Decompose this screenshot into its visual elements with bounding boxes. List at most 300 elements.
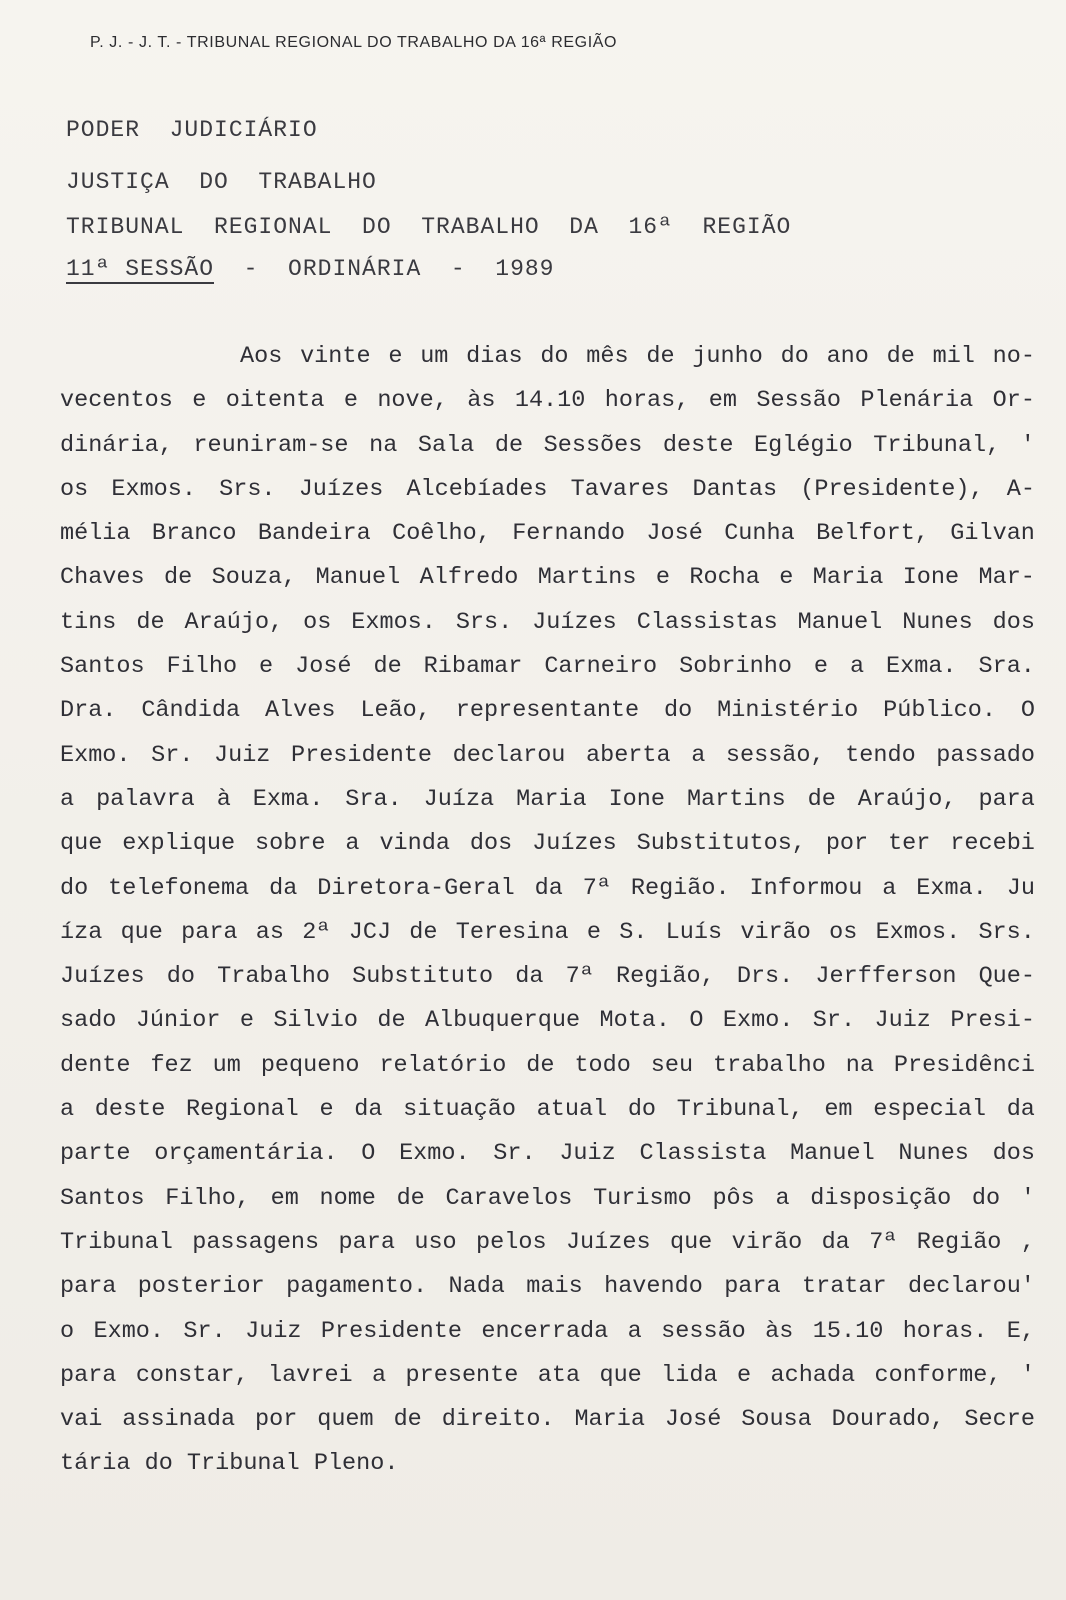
body-word: Juízes xyxy=(532,608,617,636)
body-word: ano xyxy=(826,343,869,370)
body-word: mil xyxy=(932,343,975,370)
body-word: presente xyxy=(405,1361,519,1389)
body-word: José xyxy=(646,520,703,548)
body-word: Sr. xyxy=(493,1140,536,1168)
body-word: sessão xyxy=(661,1317,746,1345)
body-line xyxy=(60,962,1035,1006)
body-word: Sousa xyxy=(741,1406,812,1434)
body-word: da xyxy=(515,963,544,991)
body-word: Eglégio xyxy=(754,431,853,459)
body-word: a xyxy=(372,1361,387,1389)
body-word: Exmo. xyxy=(60,741,131,769)
body-word: Jerfferson xyxy=(815,963,957,991)
body-word: assinada xyxy=(122,1406,236,1434)
body-word: horas. xyxy=(902,1317,988,1345)
body-word: Sessões xyxy=(543,431,643,459)
body-word: situação xyxy=(403,1096,516,1124)
body-word: posterior xyxy=(137,1273,265,1301)
body-word: Classista xyxy=(639,1140,767,1168)
body-word: Tavares xyxy=(570,475,670,503)
body-word: Souza, xyxy=(211,564,297,592)
body-word: mês xyxy=(586,343,629,370)
body-word: Santos xyxy=(60,1184,145,1212)
body-line xyxy=(60,1006,1035,1050)
body-word: vinte xyxy=(300,343,371,370)
body-word: da xyxy=(1006,1096,1035,1124)
body-word: lida xyxy=(661,1361,718,1389)
body-word: constar, xyxy=(135,1361,249,1389)
body-word: para xyxy=(724,1273,781,1301)
body-word: Exmos. xyxy=(875,918,961,946)
body-word: a xyxy=(60,785,75,813)
body-word: de xyxy=(526,1051,555,1079)
body-word: Rocha xyxy=(689,564,760,592)
body-word: achada xyxy=(770,1361,856,1389)
body-word: Maria xyxy=(574,1406,645,1434)
body-word: junho xyxy=(692,343,763,370)
body-word: o xyxy=(60,1317,75,1345)
body-word: Classistas xyxy=(636,608,778,636)
body-word: Exmos. xyxy=(351,608,436,636)
body-word: as xyxy=(255,918,285,946)
body-word: quem xyxy=(317,1406,374,1434)
body-word: 15.10 xyxy=(812,1317,884,1345)
body-word: Manuel xyxy=(315,564,401,592)
body-word: que xyxy=(60,830,103,858)
body-word: Coêlho, xyxy=(392,520,491,548)
body-word: orçamentária. xyxy=(154,1140,338,1168)
body-word: de xyxy=(396,1184,425,1212)
body-word: do xyxy=(627,1096,657,1124)
body-line xyxy=(60,608,1035,652)
body-word: Júnior xyxy=(135,1007,221,1035)
body-word: tratar xyxy=(801,1273,887,1301)
body-word: Belfort, xyxy=(816,520,929,548)
body-word: Martins xyxy=(537,564,637,592)
body-line xyxy=(60,918,1035,962)
body-word: lavrei xyxy=(268,1361,353,1389)
body-word: O xyxy=(361,1140,376,1168)
body-word: Manuel xyxy=(797,608,883,636)
body-word: Presidente xyxy=(290,741,433,769)
body-line xyxy=(60,874,1035,918)
body-word: tins xyxy=(60,608,117,636)
body-word: A- xyxy=(1006,475,1035,503)
body-word: Público. xyxy=(883,697,996,725)
session-number: 11ª SESSÃO xyxy=(66,256,215,282)
body-word: e xyxy=(586,918,601,946)
body-word: dinária, xyxy=(60,431,173,459)
body-word: Mar- xyxy=(978,564,1035,592)
body-word: e xyxy=(388,343,403,370)
body-word: Sr. xyxy=(812,1007,856,1035)
body-word: Alfredo xyxy=(419,564,519,592)
body-word: virão xyxy=(740,918,811,946)
body-word: passado xyxy=(936,741,1035,769)
body-line xyxy=(60,475,1035,519)
body-word: Filho, xyxy=(165,1184,250,1212)
body-word: horas, xyxy=(604,387,690,415)
body-word: para xyxy=(60,1361,117,1389)
body-word: Cunha xyxy=(724,520,795,548)
body-word: Manuel xyxy=(790,1140,875,1168)
body-word: Ione xyxy=(902,564,960,592)
body-word: Nunes xyxy=(902,608,973,636)
body-word: Juízes xyxy=(298,475,384,503)
body-word: e xyxy=(259,653,274,681)
body-word: Fernando xyxy=(512,520,626,548)
body-word: Juízes xyxy=(60,963,145,991)
body-word: Chaves xyxy=(60,564,145,592)
body-word: Sala xyxy=(417,431,475,459)
session-type-year: - ORDINÁRIA - 1989 xyxy=(214,256,555,282)
body-word: Turismo xyxy=(593,1184,692,1212)
body-word: Caravelos xyxy=(445,1184,573,1212)
body-word: 2ª xyxy=(302,918,331,946)
body-word: nome xyxy=(319,1184,376,1212)
body-line xyxy=(60,829,1035,873)
body-word: em xyxy=(824,1096,853,1124)
body-word: E, xyxy=(1006,1317,1035,1345)
body-word: Filho xyxy=(166,653,238,681)
body-line xyxy=(60,1139,1035,1183)
body-word: do xyxy=(60,874,89,902)
body-word: palavra xyxy=(96,785,195,813)
body-word: de xyxy=(409,918,438,946)
body-word: de xyxy=(807,785,836,813)
body-word: de xyxy=(393,1406,422,1434)
body-word: Nunes xyxy=(898,1140,969,1168)
body-line xyxy=(60,741,1035,785)
body-word: um xyxy=(420,343,449,370)
body-word: atual xyxy=(536,1096,608,1124)
body-word: reuniram-se xyxy=(193,431,349,459)
body-word: para xyxy=(181,918,238,946)
body-word: especial xyxy=(873,1096,987,1124)
body-word: por xyxy=(825,830,869,858)
body-word: Presi- xyxy=(950,1007,1035,1035)
body-line xyxy=(60,519,1035,563)
body-word: ' xyxy=(1020,431,1035,459)
body-word: Maria xyxy=(812,564,884,592)
body-word: Tribunal xyxy=(60,1228,173,1256)
heading-tribunal-regional: TRIBUNAL REGIONAL DO TRABALHO DA 16ª REGIÃO xyxy=(66,214,792,240)
body-line xyxy=(60,1228,1035,1272)
body-word: Drs. xyxy=(736,963,794,991)
body-word: conforme, xyxy=(874,1361,1002,1389)
body-word: encerrada xyxy=(481,1317,609,1345)
body-word: 14.10 xyxy=(514,387,586,415)
body-word: pequeno xyxy=(260,1051,360,1079)
minutes-body xyxy=(60,342,1035,1494)
body-word: de xyxy=(886,343,915,370)
body-word: para xyxy=(60,1273,117,1301)
body-word: na xyxy=(845,1051,874,1079)
body-line xyxy=(60,696,1035,740)
body-word: Presidênci xyxy=(893,1051,1035,1079)
body-word: Diretora-Geral xyxy=(317,874,515,902)
body-word: direito. xyxy=(441,1406,555,1434)
body-word: e xyxy=(192,387,207,415)
body-word: Alcebíades xyxy=(406,475,548,503)
body-word: um xyxy=(212,1051,241,1079)
body-word: Região. xyxy=(630,874,730,902)
body-word: e xyxy=(655,564,670,592)
body-word: pagamento. xyxy=(286,1273,428,1301)
body-word: JCJ xyxy=(348,918,392,946)
body-word: Exma. xyxy=(916,874,987,902)
body-word: relatório xyxy=(379,1051,507,1079)
body-word: íza xyxy=(60,918,103,946)
body-word: na xyxy=(369,431,398,459)
body-word: da xyxy=(354,1096,383,1124)
body-line xyxy=(60,652,1035,696)
body-line xyxy=(60,1405,1035,1449)
body-word: Ministério xyxy=(717,697,859,725)
body-word: Mota. xyxy=(599,1007,670,1035)
body-word: ' xyxy=(1020,1361,1035,1389)
body-word: ' xyxy=(1020,1184,1035,1212)
body-word: a xyxy=(691,741,706,769)
body-word: vinda xyxy=(379,830,450,858)
body-word: pelos xyxy=(476,1228,547,1256)
body-word: Or- xyxy=(992,387,1035,415)
body-line xyxy=(60,563,1035,607)
body-word: a xyxy=(775,1184,790,1212)
body-word: O xyxy=(1020,697,1035,725)
body-word: dos xyxy=(992,608,1035,636)
body-word: 7ª xyxy=(582,874,611,902)
body-word: que xyxy=(120,918,163,946)
body-word: declarou' xyxy=(907,1273,1035,1301)
body-word: do xyxy=(166,963,195,991)
body-word: de xyxy=(377,1007,406,1035)
heading-poder-judiciario: PODER JUDICIÁRIO xyxy=(66,117,318,143)
body-word: passagens xyxy=(192,1228,320,1256)
body-word: oitenta xyxy=(225,387,325,415)
body-word: Juíza xyxy=(423,785,495,813)
body-word: Plenária xyxy=(860,387,974,415)
heading-session xyxy=(66,256,554,282)
body-word: que xyxy=(599,1361,642,1389)
body-word: Presidente xyxy=(320,1317,462,1345)
body-word: Araújo, xyxy=(184,608,284,636)
body-word: telefonema xyxy=(108,874,250,902)
body-word: declarou xyxy=(452,741,566,769)
body-word: Nada xyxy=(448,1273,505,1301)
body-word: Ione xyxy=(608,785,665,813)
body-word: parte xyxy=(60,1140,131,1168)
heading-justica-do-trabalho: JUSTIÇA DO TRABALHO xyxy=(66,169,377,195)
body-word: fez xyxy=(150,1051,193,1079)
body-line xyxy=(60,1184,1035,1228)
body-word: Exma. xyxy=(252,785,324,813)
body-word: e xyxy=(736,1361,752,1389)
body-word: a xyxy=(849,653,865,681)
body-word: da xyxy=(821,1228,850,1256)
body-line xyxy=(60,386,1035,430)
body-word: da xyxy=(269,874,298,902)
body-word: Aos xyxy=(240,343,283,370)
body-word: deste xyxy=(662,431,734,459)
body-word: às xyxy=(765,1317,794,1345)
body-word: ata xyxy=(537,1361,581,1389)
body-word: Albuquerque xyxy=(424,1007,581,1035)
body-word: tendo xyxy=(845,741,916,769)
body-word: disposição xyxy=(810,1184,952,1212)
body-word: Tribunal, xyxy=(676,1096,804,1124)
body-word: para xyxy=(978,785,1035,813)
body-word: e xyxy=(319,1096,334,1124)
body-word: deste xyxy=(94,1096,166,1124)
body-word: recebi xyxy=(950,830,1035,858)
body-word: Gilvan xyxy=(950,520,1035,548)
body-word: representante xyxy=(455,697,640,725)
body-word: do xyxy=(540,343,569,370)
body-word: Regional xyxy=(185,1096,299,1124)
body-line xyxy=(60,1051,1035,1095)
body-word: sado xyxy=(60,1007,117,1035)
body-word: Região, xyxy=(615,963,715,991)
body-word: havendo xyxy=(604,1273,703,1301)
body-word: Juiz xyxy=(874,1007,931,1035)
body-word: e xyxy=(343,387,358,415)
body-word: a xyxy=(60,1096,75,1124)
body-word: virão xyxy=(731,1228,803,1256)
body-word: de xyxy=(373,653,402,681)
body-word: Teresina xyxy=(455,918,569,946)
body-word: Dourado, xyxy=(831,1406,945,1434)
body-word: vecentos xyxy=(60,387,173,415)
body-word: à xyxy=(216,785,231,813)
body-word: os xyxy=(829,918,858,946)
body-word: os xyxy=(303,608,332,636)
body-word: seu xyxy=(650,1051,694,1079)
body-word: Exmo. xyxy=(722,1007,794,1035)
body-word: Silvio xyxy=(273,1007,358,1035)
body-word: uso xyxy=(414,1228,457,1256)
body-word: Exmo. xyxy=(93,1317,165,1345)
body-word: e xyxy=(813,653,828,681)
body-word: Trabalho xyxy=(217,963,330,991)
body-word: Sr. xyxy=(151,741,194,769)
body-word: , xyxy=(1020,1228,1035,1256)
body-word: José xyxy=(295,653,352,681)
body-word: (Presidente), xyxy=(800,475,984,503)
body-word: Juiz xyxy=(559,1140,616,1168)
body-word: Ribamar xyxy=(423,653,523,681)
body-word: Srs. xyxy=(455,608,513,636)
body-word: Juiz xyxy=(213,741,271,769)
body-word: em xyxy=(270,1184,299,1212)
body-word: mais xyxy=(526,1273,583,1301)
body-word: 7ª xyxy=(869,1228,898,1256)
body-word: por xyxy=(254,1406,298,1434)
body-word: do xyxy=(780,343,809,370)
body-word: Dantas xyxy=(692,475,778,503)
body-word: Sra. xyxy=(978,653,1035,681)
body-word: Juízes xyxy=(532,830,617,858)
body-word: da xyxy=(534,874,563,902)
body-word: dias xyxy=(466,343,523,370)
body-word: em xyxy=(708,387,737,415)
body-word: Região xyxy=(916,1228,1002,1256)
body-word: a xyxy=(882,874,897,902)
body-word: José xyxy=(664,1406,722,1434)
body-word: Que- xyxy=(978,963,1035,991)
body-word: Informou xyxy=(749,874,863,902)
body-word: Substitutos, xyxy=(636,830,806,858)
body-word: Ju xyxy=(1006,874,1035,902)
body-word: 7ª xyxy=(565,963,594,991)
body-word: sessão, xyxy=(725,741,825,769)
body-line xyxy=(60,785,1035,829)
body-line xyxy=(60,1317,1035,1361)
body-word: Sr. xyxy=(183,1317,226,1345)
body-word: do xyxy=(664,697,693,725)
body-word: que xyxy=(669,1228,713,1256)
body-word: Carneiro xyxy=(544,653,658,681)
body-word: Cândida xyxy=(141,697,241,725)
body-line xyxy=(60,431,1035,475)
body-word: Luís xyxy=(665,918,723,946)
body-word: Srs. xyxy=(978,918,1035,946)
body-word: O xyxy=(689,1007,704,1035)
body-word: Exmo. xyxy=(399,1140,470,1168)
body-line xyxy=(60,1272,1035,1316)
body-line xyxy=(60,1095,1035,1139)
body-word: Leão, xyxy=(360,697,431,725)
body-word: Alves xyxy=(264,697,336,725)
body-word: Branco xyxy=(151,520,237,548)
letterhead: P. J. - J. T. - TRIBUNAL REGIONAL DO TRABALHO DA 16ª REGIÃO xyxy=(90,34,618,51)
body-word: Bandeira xyxy=(257,520,371,548)
body-word: de xyxy=(136,608,165,636)
body-word: S. xyxy=(619,918,648,946)
body-line xyxy=(60,1361,1035,1405)
body-line: tária do Tribunal Pleno. xyxy=(60,1450,399,1478)
body-word: pôs xyxy=(712,1184,755,1212)
body-word: Substituto xyxy=(352,963,494,991)
body-word: sobre xyxy=(254,830,326,858)
body-word: Maria xyxy=(516,785,587,813)
body-word: a xyxy=(627,1317,642,1345)
body-word: Santos xyxy=(60,653,145,681)
body-word: ter xyxy=(888,830,931,858)
body-word: para xyxy=(338,1228,395,1256)
body-word: dos xyxy=(469,830,513,858)
body-word: vai xyxy=(60,1406,103,1434)
body-word: Dra. xyxy=(60,697,117,725)
body-word: Sobrinho xyxy=(679,653,792,681)
body-word: do xyxy=(971,1184,1001,1212)
body-word: Secre xyxy=(964,1406,1035,1434)
body-word: e xyxy=(239,1007,254,1035)
body-word: Tribunal, xyxy=(873,431,1001,459)
body-word: no- xyxy=(992,343,1035,370)
body-word: Exmos. xyxy=(111,475,196,503)
body-word: explique xyxy=(122,830,236,858)
body-word: mélia xyxy=(60,520,131,548)
body-word: às xyxy=(467,387,496,415)
body-word: nove, xyxy=(377,387,448,415)
body-word: os xyxy=(60,475,89,503)
body-word: Martins xyxy=(686,785,786,813)
body-word: de xyxy=(494,431,524,459)
body-word: todo xyxy=(574,1051,631,1079)
body-word: a xyxy=(345,830,360,858)
body-word: Exma. xyxy=(886,653,957,681)
